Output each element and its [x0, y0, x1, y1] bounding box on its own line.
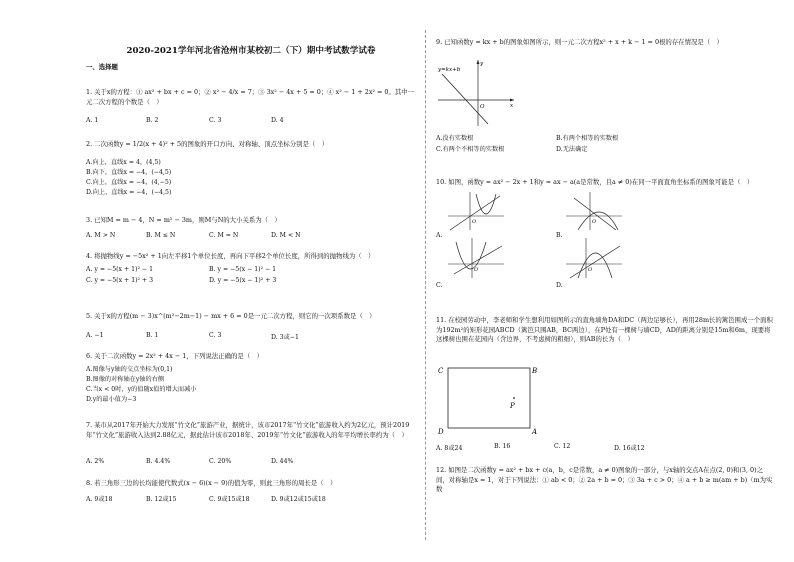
- y-label: y: [480, 61, 484, 67]
- option-d[interactable]: D.无法确定: [556, 146, 588, 153]
- svg-text:O: O: [588, 267, 593, 273]
- question-10-text: 10. 如图，函数y = ax² − 2x + 1和y = ax − a(a是常数，且a ≠ 0)在同一平面直角坐标系的图象可能是（ ）: [436, 178, 754, 186]
- question-7-text: 7. 某市从2017年开始大力发展“竹文化”旅游产业，据统计，该市2017年“竹文化”旅游收入约为2亿元，预计2019年“竹文化”旅游收入达到2.88亿元，据此估计该市2018年、2019年“竹文化”旅游收入的年平均增长率约为（ ）: [86, 421, 410, 439]
- option-a[interactable]: A. 9或18: [86, 496, 113, 503]
- option-a[interactable]: A. M > N: [86, 232, 116, 239]
- option-c[interactable]: C.有两个不相等的实数根: [436, 146, 505, 153]
- option-d[interactable]: D.向上，直线x = −4，(−4,5): [86, 189, 172, 196]
- option-c[interactable]: C.向上，直线x = −4，(4,−5): [86, 179, 172, 186]
- option-c[interactable]: C. 9或15或18: [209, 496, 250, 503]
- option-a[interactable]: A. 2%: [86, 458, 105, 465]
- label-b: B: [532, 367, 538, 375]
- question-11: [436, 316, 774, 345]
- svg-text:O: O: [474, 267, 479, 273]
- option-c[interactable]: C.: [436, 282, 443, 289]
- option-c[interactable]: C. 3: [209, 332, 222, 339]
- option-c[interactable]: C. 20%: [209, 458, 232, 465]
- question-9: [436, 38, 774, 48]
- question-2: [86, 140, 416, 150]
- option-c[interactable]: C. 3: [209, 117, 222, 124]
- tree-point: [513, 397, 515, 399]
- option-d[interactable]: D. y = −5(x − 1)² + 3: [209, 277, 277, 284]
- line-graph: [442, 74, 488, 124]
- option-a[interactable]: A. −1: [86, 332, 104, 339]
- question-7: [86, 421, 416, 440]
- option-a[interactable]: A.: [436, 232, 443, 239]
- x-axis-arrow: [510, 99, 514, 102]
- page-title: 2020-2021学年河北省沧州市某校初二（下）期中考试数学试卷: [126, 46, 376, 56]
- question-5: [86, 312, 416, 322]
- question-5-text: 5. 关于x的方程(m − 3)x^(m²−2m−1) − mx + 6 = 0是一元二次方程，则它的一次项系数是（ ）: [86, 312, 376, 320]
- question-2-options: [86, 158, 171, 198]
- option-d[interactable]: D. 9或12或15或18: [271, 496, 326, 503]
- question-6: [86, 352, 416, 362]
- option-c[interactable]: C. M = N: [209, 232, 239, 239]
- option-d[interactable]: D.: [556, 282, 563, 289]
- question-12: [436, 466, 774, 495]
- question-6-options: [86, 365, 196, 405]
- question-11-text: 11. 在校园劳动中，李老师和学生想利用如图所示的直角墙角DA和DC（两边足够长），再用28m长的篱笆围成一个面积为192m²的矩形花园ABCD（篱笆只围AB，BC两边），在P处有一棵树与墙CD，AD的距离分别是15m和6m，现要将这棵树也围在花园内（含边界，不考虑树的粗细），则AB的长为（ ）: [436, 316, 773, 343]
- question-12-text: 12. 如图是二次函数y = ax² + bx + c(a，b，c是常数，a ≠ 0)图象的一部分，与x轴的交点A在点(2, 0)和(3, 0)之间，对称轴是x = 1，对于下列说法：① ab < 0；② 2a + b = 0；③ 3a + c > 0；④ a + b ≥ m(am + b)（m为实数: [436, 466, 773, 493]
- question-4-text: 4. 将抛物线y = −5x² + 1向左平移1个单位长度，再向下平移2个单位长度，所得到的抛物线为（ ）: [86, 252, 375, 260]
- option-b[interactable]: B.图像的对称轴在y轴的右侧: [86, 376, 165, 383]
- svg-text:O: O: [472, 219, 477, 225]
- question-6-text: 6. 关于二次函数y = 2x² + 4x − 1，下列说法正确的是（ ）: [86, 352, 263, 360]
- question-8-text: 8. 若三角形三边的长均能使代数式(x − 6)(x − 9)的值为零，则此三角形的周长是（ ）: [86, 479, 337, 487]
- option-b[interactable]: B. 12或15: [146, 496, 177, 503]
- option-a[interactable]: A.向上，直线x = 4，(4,5): [86, 159, 161, 166]
- option-b[interactable]: B. 4.4%: [146, 458, 171, 465]
- question-1-text: 1. 关于x的方程：① ax² + bx + c = 0；② x² − 4/x = 7；③ 3x² − 4x + 5 = 0；④ x² − 1 + 2x² = 0。其中一元二次方程的个数是（ ）: [86, 88, 415, 106]
- option-a[interactable]: A. 8或24: [436, 445, 463, 452]
- option-a[interactable]: A. y = −5(x + 1)² − 1: [86, 266, 154, 273]
- origin-label: O: [480, 104, 485, 110]
- option-d[interactable]: D. 44%: [271, 458, 294, 465]
- column-divider: [425, 30, 426, 540]
- left-column: [86, 0, 416, 562]
- label-c: C: [438, 367, 444, 375]
- option-b[interactable]: B. 2: [146, 117, 159, 124]
- option-c[interactable]: C. y = −5(x + 1)² + 3: [86, 277, 154, 284]
- option-d[interactable]: D. 3或−1: [271, 334, 299, 341]
- option-a[interactable]: A.图像与y轴的交点坐标为(0,1): [86, 366, 173, 373]
- x-label: x: [510, 103, 514, 109]
- question-10-graph-d: [564, 236, 624, 280]
- question-11-figure: [436, 360, 546, 438]
- option-b[interactable]: B.向下，直线x = −4，(−4,5): [86, 169, 172, 176]
- option-b[interactable]: B.: [556, 232, 563, 239]
- option-b[interactable]: B. y = −5(x − 1)² − 1: [209, 266, 277, 273]
- option-c[interactable]: C.当x < 0时，y的值随x值的增大而减小: [86, 386, 197, 393]
- question-3-text: 3. 已知M = m − 4，N = m² − 3m，则M与N的大小关系为（ ）: [86, 216, 281, 224]
- label-a: A: [532, 428, 538, 436]
- option-d[interactable]: D.y的最小值为−3: [86, 396, 137, 403]
- graph-label: y=kx+b: [438, 67, 461, 73]
- option-c[interactable]: C. 12: [554, 443, 571, 450]
- option-b[interactable]: B. 1: [146, 332, 159, 339]
- question-10-graph-b: [564, 190, 624, 232]
- question-10: [436, 178, 774, 188]
- question-10-graph-c: [446, 236, 506, 280]
- question-2-text: 2. 二次函数y = 1/2(x + 4)² + 5的图象的开口方向、对称轴、顶点坐标分别是（ ）: [86, 140, 329, 148]
- option-d[interactable]: D. M < N: [271, 232, 301, 239]
- option-b[interactable]: B. M ≤ N: [146, 232, 176, 239]
- option-a[interactable]: A.没有实数根: [436, 135, 474, 142]
- option-b[interactable]: B. 16: [494, 443, 511, 450]
- garden-rectangle: [448, 368, 530, 428]
- option-d[interactable]: D. 16或12: [614, 445, 645, 452]
- option-b[interactable]: B.有两个相等的实数根: [556, 135, 619, 142]
- question-9-graph: [436, 58, 516, 128]
- question-3: [86, 216, 416, 226]
- label-p: P: [510, 402, 515, 410]
- question-1: [86, 88, 416, 107]
- question-4: [86, 252, 416, 262]
- svg-text:O: O: [592, 219, 597, 225]
- question-8: [86, 479, 416, 489]
- question-9-text: 9. 已知函数y = kx + b的图象如图所示，则一元二次方程x² + x + k − 1 = 0根的存在情况是（ ）: [436, 38, 723, 46]
- right-column: [436, 0, 774, 562]
- section-heading: 一、选择题: [86, 63, 118, 71]
- question-10-graph-a: [446, 190, 506, 232]
- option-a[interactable]: A. 1: [86, 117, 99, 124]
- option-d[interactable]: D. 4: [271, 117, 284, 124]
- label-d: D: [438, 428, 444, 436]
